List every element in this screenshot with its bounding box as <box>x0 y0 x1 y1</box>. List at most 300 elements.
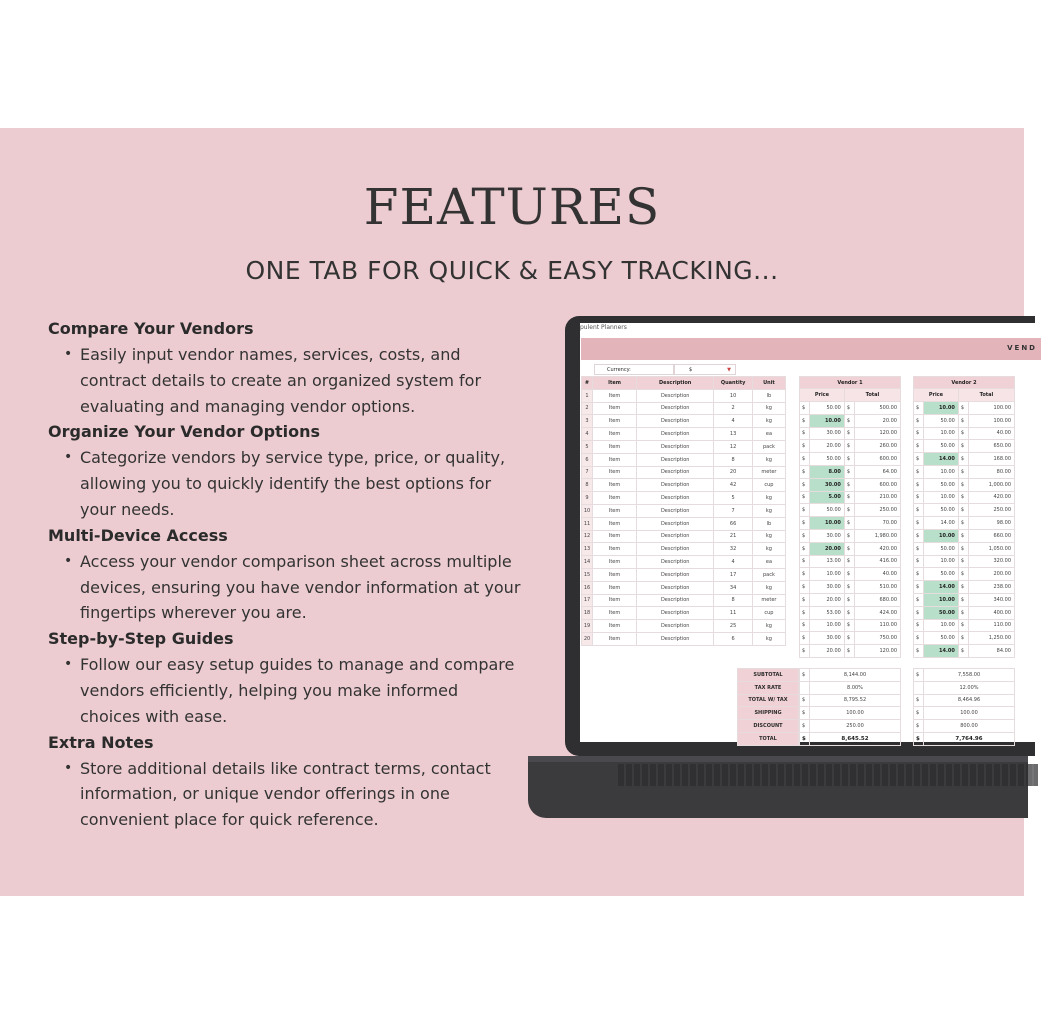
vendor-subheader-row <box>800 389 901 402</box>
sheet-brand: pulent Planners <box>580 324 627 331</box>
table-cell[interactable]: 4 <box>714 556 753 569</box>
table-cell[interactable]: Item <box>593 389 637 402</box>
keyboard <box>618 764 1038 786</box>
currency-symbol: $ <box>914 453 924 466</box>
total-cell[interactable]: 600.00 <box>854 453 900 466</box>
table-cell[interactable]: 42 <box>714 479 753 492</box>
table-cell[interactable]: Description <box>637 568 714 581</box>
table-row <box>914 427 1015 440</box>
table-row <box>582 607 786 620</box>
total-cell[interactable]: 424.00 <box>854 606 900 619</box>
feature-text-line: Store additional details like contract terms, contact <box>80 758 491 778</box>
total-header: Total <box>844 389 900 402</box>
table-cell[interactable]: 2 <box>714 402 753 415</box>
table-cell[interactable]: 11 <box>714 607 753 620</box>
summary-value[interactable]: 8,795.52 <box>810 694 901 707</box>
vendor-header-row <box>914 377 1015 389</box>
table-cell[interactable]: Description <box>637 466 714 479</box>
column-header: Item <box>593 377 637 390</box>
price-cell[interactable]: 14.00 <box>924 645 959 658</box>
total-cell[interactable]: 250.00 <box>968 504 1014 517</box>
currency-symbol: $ <box>844 517 854 530</box>
currency-symbol: $ <box>914 478 924 491</box>
summary-row <box>914 732 1015 745</box>
price-cell[interactable]: 10.00 <box>924 465 959 478</box>
total-cell[interactable]: 70.00 <box>854 517 900 530</box>
table-cell[interactable]: Item <box>593 620 637 633</box>
currency-symbol: $ <box>844 427 854 440</box>
table-row <box>914 593 1015 606</box>
currency-symbol: $ <box>914 427 924 440</box>
total-cell[interactable]: 110.00 <box>854 619 900 632</box>
table-cell[interactable]: 9 <box>582 492 593 505</box>
bullet-icon: • <box>64 759 73 776</box>
table-cell[interactable]: Item <box>593 415 637 428</box>
table-cell[interactable]: 6 <box>582 453 593 466</box>
table-cell[interactable]: Item <box>593 530 637 543</box>
currency-symbol: $ <box>844 465 854 478</box>
price-cell[interactable]: 14.00 <box>924 517 959 530</box>
table-row <box>914 517 1015 530</box>
table-cell[interactable]: 17 <box>714 568 753 581</box>
table-cell[interactable]: 21 <box>714 530 753 543</box>
vendor-summary-table <box>799 668 901 746</box>
table-cell[interactable]: 16 <box>582 581 593 594</box>
table-cell[interactable]: 11 <box>582 517 593 530</box>
table-row <box>914 645 1015 658</box>
summary-row <box>914 669 1015 682</box>
vendor-header-row <box>800 377 901 389</box>
table-cell[interactable]: Item <box>593 632 637 645</box>
total-cell[interactable]: 200.00 <box>968 568 1014 581</box>
table-cell[interactable]: Item <box>593 543 637 556</box>
table-cell[interactable]: ea <box>752 428 785 441</box>
feature-text-line: Access your vendor comparison sheet across multiple <box>80 551 512 571</box>
total-cell[interactable]: 40.00 <box>854 568 900 581</box>
summary-labels <box>737 668 799 746</box>
price-cell[interactable]: 14.00 <box>924 581 959 594</box>
summary-value[interactable]: 7,558.00 <box>924 669 1015 682</box>
summary-value[interactable]: 8,645.52 <box>810 732 901 745</box>
table-cell[interactable]: Item <box>593 479 637 492</box>
summary-label: TOTAL W/ TAX <box>738 694 799 707</box>
total-cell[interactable]: 120.00 <box>854 427 900 440</box>
currency-symbol: $ <box>958 427 968 440</box>
column-header: Description <box>637 377 714 390</box>
currency-symbol: $ <box>800 504 810 517</box>
total-cell[interactable]: 20.00 <box>854 414 900 427</box>
table-cell[interactable]: 15 <box>582 568 593 581</box>
table-row <box>800 606 901 619</box>
currency-symbol <box>800 681 810 694</box>
total-cell[interactable]: 238.00 <box>968 581 1014 594</box>
summary-value[interactable]: 800.00 <box>924 720 1015 733</box>
table-cell[interactable]: 34 <box>714 581 753 594</box>
currency-symbol: $ <box>800 732 810 745</box>
table-cell[interactable]: Description <box>637 517 714 530</box>
page-subtitle: ONE TAB FOR QUICK & EASY TRACKING... <box>245 256 779 285</box>
table-cell[interactable]: Item <box>593 556 637 569</box>
table-cell[interactable]: Item <box>593 453 637 466</box>
currency-symbol: $ <box>844 402 854 415</box>
total-cell[interactable]: 84.00 <box>968 645 1014 658</box>
price-cell[interactable]: 20.00 <box>810 542 845 555</box>
total-cell[interactable]: 64.00 <box>854 465 900 478</box>
total-cell[interactable]: 420.00 <box>854 542 900 555</box>
currency-symbol: $ <box>914 491 924 504</box>
price-cell[interactable]: 50.00 <box>810 402 845 415</box>
currency-symbol: $ <box>958 465 968 478</box>
currency-symbol: $ <box>958 414 968 427</box>
total-cell[interactable]: 40.00 <box>968 427 1014 440</box>
table-row <box>582 581 786 594</box>
currency-symbol: $ <box>958 568 968 581</box>
currency-symbol: $ <box>800 465 810 478</box>
currency-symbol: $ <box>914 568 924 581</box>
currency-symbol: $ <box>914 707 924 720</box>
table-row <box>800 593 901 606</box>
currency-symbol: $ <box>844 453 854 466</box>
currency-symbol: $ <box>914 414 924 427</box>
total-cell[interactable]: 1,980.00 <box>854 529 900 542</box>
summary-value[interactable]: 8.00% <box>810 681 901 694</box>
total-cell[interactable]: 1,050.00 <box>968 542 1014 555</box>
total-cell[interactable]: 340.00 <box>968 593 1014 606</box>
currency-symbol: $ <box>958 632 968 645</box>
table-cell[interactable]: Description <box>637 632 714 645</box>
price-cell[interactable]: 50.00 <box>924 440 959 453</box>
price-cell[interactable]: 20.00 <box>810 645 845 658</box>
table-cell[interactable]: Item <box>593 428 637 441</box>
total-cell[interactable]: 420.00 <box>968 491 1014 504</box>
table-cell[interactable]: Item <box>593 466 637 479</box>
price-cell[interactable]: 13.00 <box>810 555 845 568</box>
table-row <box>582 453 786 466</box>
total-cell[interactable]: 168.00 <box>968 453 1014 466</box>
table-cell[interactable]: Description <box>637 543 714 556</box>
total-cell[interactable]: 400.00 <box>968 606 1014 619</box>
table-cell[interactable]: kg <box>752 543 785 556</box>
total-cell[interactable]: 110.00 <box>968 619 1014 632</box>
table-cell[interactable]: 13 <box>582 543 593 556</box>
total-cell[interactable]: 260.00 <box>854 440 900 453</box>
table-cell[interactable]: 8 <box>582 479 593 492</box>
table-cell[interactable]: Description <box>637 428 714 441</box>
currency-symbol: $ <box>800 491 810 504</box>
total-cell[interactable]: 210.00 <box>854 491 900 504</box>
currency-symbol: $ <box>914 542 924 555</box>
currency-symbol: $ <box>844 645 854 658</box>
total-cell[interactable]: 1,250.00 <box>968 632 1014 645</box>
table-cell[interactable]: Description <box>637 492 714 505</box>
table-row <box>800 427 901 440</box>
summary-label-row <box>738 669 799 682</box>
table-cell[interactable]: 7 <box>582 466 593 479</box>
table-cell[interactable]: 19 <box>582 620 593 633</box>
price-cell[interactable]: 8.00 <box>810 465 845 478</box>
price-cell[interactable]: 10.00 <box>924 491 959 504</box>
table-cell[interactable]: ea <box>752 556 785 569</box>
currency-symbol: $ <box>958 440 968 453</box>
price-cell[interactable]: 50.00 <box>924 414 959 427</box>
currency-select[interactable] <box>674 364 736 375</box>
table-cell[interactable]: 8 <box>714 453 753 466</box>
summary-value[interactable]: 12.00% <box>924 681 1015 694</box>
currency-symbol: $ <box>914 581 924 594</box>
table-cell[interactable]: Description <box>637 607 714 620</box>
table-cell[interactable]: 10 <box>714 389 753 402</box>
table-cell[interactable]: kg <box>752 453 785 466</box>
table-row <box>800 619 901 632</box>
total-cell[interactable]: 500.00 <box>854 402 900 415</box>
table-cell[interactable]: Description <box>637 620 714 633</box>
total-cell[interactable]: 320.00 <box>968 555 1014 568</box>
total-cell[interactable]: 120.00 <box>854 645 900 658</box>
table-row <box>800 504 901 517</box>
feature-bullet-item <box>48 756 528 833</box>
currency-symbol: $ <box>800 440 810 453</box>
currency-symbol: $ <box>844 440 854 453</box>
table-cell[interactable]: Description <box>637 594 714 607</box>
price-cell[interactable]: 20.00 <box>810 593 845 606</box>
table-cell[interactable]: 20 <box>582 632 593 645</box>
table-cell[interactable]: Item <box>593 440 637 453</box>
table-cell[interactable]: 8 <box>714 594 753 607</box>
table-cell[interactable]: 7 <box>714 504 753 517</box>
table-row <box>800 491 901 504</box>
table-cell[interactable]: Item <box>593 504 637 517</box>
table-cell[interactable]: 10 <box>582 504 593 517</box>
table-cell[interactable]: kg <box>752 492 785 505</box>
table-cell[interactable]: Description <box>637 504 714 517</box>
table-row <box>914 478 1015 491</box>
table-row <box>914 632 1015 645</box>
summary-value[interactable]: 100.00 <box>810 707 901 720</box>
currency-symbol: $ <box>800 414 810 427</box>
price-cell[interactable]: 30.00 <box>810 529 845 542</box>
price-cell[interactable]: 10.00 <box>924 593 959 606</box>
table-cell[interactable]: pack <box>752 568 785 581</box>
table-cell[interactable]: kg <box>752 530 785 543</box>
price-cell[interactable]: 20.00 <box>810 440 845 453</box>
column-header: # <box>582 377 593 390</box>
feature-text-line: Easily input vendor names, services, costs, and <box>80 345 461 364</box>
currency-symbol: $ <box>844 593 854 606</box>
price-cell[interactable]: 50.00 <box>924 504 959 517</box>
table-cell[interactable]: 1 <box>582 389 593 402</box>
table-cell[interactable]: 5 <box>582 440 593 453</box>
table-cell[interactable]: meter <box>752 466 785 479</box>
price-cell[interactable]: 50.00 <box>924 542 959 555</box>
laptop-base <box>528 756 1028 818</box>
table-cell[interactable]: 13 <box>714 428 753 441</box>
table-cell[interactable]: 4 <box>582 428 593 441</box>
table-cell[interactable]: kg <box>752 415 785 428</box>
currency-symbol: $ <box>914 732 924 745</box>
table-cell[interactable]: 17 <box>582 594 593 607</box>
table-cell[interactable]: Description <box>637 453 714 466</box>
page-title: FEATURES <box>363 178 661 236</box>
total-cell[interactable]: 80.00 <box>968 465 1014 478</box>
summary-row <box>800 707 901 720</box>
table-cell[interactable]: kg <box>752 402 785 415</box>
table-cell[interactable]: 5 <box>714 492 753 505</box>
price-cell[interactable]: 10.00 <box>810 517 845 530</box>
table-cell[interactable]: 3 <box>582 415 593 428</box>
currency-symbol: $ <box>914 645 924 658</box>
total-cell[interactable]: 510.00 <box>854 581 900 594</box>
currency-symbol: $ <box>800 478 810 491</box>
price-cell[interactable]: 30.00 <box>810 581 845 594</box>
table-cell[interactable]: Description <box>637 402 714 415</box>
feature-text-line: convenient place for quick reference. <box>80 810 379 830</box>
total-cell[interactable]: 98.00 <box>968 517 1014 530</box>
table-cell[interactable]: kg <box>752 632 785 645</box>
price-cell[interactable]: 50.00 <box>810 453 845 466</box>
currency-symbol: $ <box>800 427 810 440</box>
currency-symbol: $ <box>958 606 968 619</box>
table-cell[interactable]: cup <box>752 479 785 492</box>
table-cell[interactable]: kg <box>752 504 785 517</box>
total-cell[interactable]: 600.00 <box>854 478 900 491</box>
currency-symbol: $ <box>914 517 924 530</box>
price-cell[interactable]: 10.00 <box>924 427 959 440</box>
total-cell[interactable]: 100.00 <box>968 414 1014 427</box>
table-cell[interactable]: Item <box>593 492 637 505</box>
total-cell[interactable]: 750.00 <box>854 632 900 645</box>
table-cell[interactable]: Item <box>593 581 637 594</box>
feature-bullet-item <box>48 549 528 626</box>
table-cell[interactable]: meter <box>752 594 785 607</box>
table-cell[interactable]: 66 <box>714 517 753 530</box>
total-cell[interactable]: 416.00 <box>854 555 900 568</box>
total-cell[interactable]: 1,000.00 <box>968 478 1014 491</box>
summary-row <box>800 681 901 694</box>
summary-value[interactable]: 250.00 <box>810 720 901 733</box>
total-cell[interactable]: 100.00 <box>968 402 1014 415</box>
table-cell[interactable]: pack <box>752 440 785 453</box>
price-cell[interactable]: 50.00 <box>924 568 959 581</box>
currency-symbol: $ <box>958 645 968 658</box>
table-cell[interactable]: Description <box>637 556 714 569</box>
table-row <box>800 568 901 581</box>
price-cell[interactable]: 50.00 <box>924 632 959 645</box>
table-row <box>914 568 1015 581</box>
table-cell[interactable]: 25 <box>714 620 753 633</box>
table-cell[interactable]: 4 <box>714 415 753 428</box>
summary-value[interactable]: 8,144.00 <box>810 669 901 682</box>
summary-value[interactable]: 8,464.96 <box>924 694 1015 707</box>
table-cell[interactable]: Item <box>593 607 637 620</box>
currency-symbol: $ <box>800 517 810 530</box>
total-cell[interactable]: 250.00 <box>854 504 900 517</box>
feature-bullet-item <box>48 342 528 419</box>
price-cell[interactable]: 50.00 <box>924 606 959 619</box>
currency-symbol: $ <box>844 414 854 427</box>
price-cell[interactable]: 30.00 <box>810 632 845 645</box>
table-cell[interactable]: lb <box>752 517 785 530</box>
price-cell[interactable]: 10.00 <box>810 414 845 427</box>
summary-row <box>914 720 1015 733</box>
price-cell[interactable]: 50.00 <box>810 504 845 517</box>
table-cell[interactable]: Description <box>637 530 714 543</box>
price-cell[interactable]: 10.00 <box>924 529 959 542</box>
table-cell[interactable]: Item <box>593 594 637 607</box>
table-cell[interactable]: lb <box>752 389 785 402</box>
table-cell[interactable]: 14 <box>582 556 593 569</box>
price-cell[interactable]: 53.00 <box>810 606 845 619</box>
table-row <box>800 581 901 594</box>
table-cell[interactable]: 18 <box>582 607 593 620</box>
price-cell[interactable]: 30.00 <box>810 478 845 491</box>
table-cell[interactable]: Description <box>637 415 714 428</box>
currency-symbol: $ <box>914 632 924 645</box>
total-cell[interactable]: 660.00 <box>968 529 1014 542</box>
table-row <box>914 453 1015 466</box>
currency-symbol: $ <box>800 694 810 707</box>
currency-symbol: $ <box>958 402 968 415</box>
table-cell[interactable]: cup <box>752 607 785 620</box>
table-cell[interactable]: 12 <box>714 440 753 453</box>
price-cell[interactable]: 10.00 <box>810 568 845 581</box>
table-cell[interactable]: 32 <box>714 543 753 556</box>
table-cell[interactable]: 20 <box>714 466 753 479</box>
summary-label: DISCOUNT <box>738 720 799 733</box>
bullet-icon: • <box>64 552 73 569</box>
table-cell[interactable]: kg <box>752 620 785 633</box>
table-cell[interactable]: Description <box>637 440 714 453</box>
vendor-name: Vendor 1 <box>800 377 901 389</box>
table-cell[interactable]: 6 <box>714 632 753 645</box>
summary-value[interactable]: 7,764.96 <box>924 732 1015 745</box>
table-row <box>800 542 901 555</box>
table-cell[interactable]: Description <box>637 581 714 594</box>
currency-symbol: $ <box>914 529 924 542</box>
table-cell[interactable]: 2 <box>582 402 593 415</box>
table-row <box>582 466 786 479</box>
price-cell[interactable]: 14.00 <box>924 453 959 466</box>
price-cell[interactable]: 10.00 <box>924 555 959 568</box>
currency-symbol: $ <box>914 504 924 517</box>
table-cell[interactable]: Item <box>593 517 637 530</box>
table-cell[interactable]: 12 <box>582 530 593 543</box>
table-row <box>800 632 901 645</box>
vendor-name: Vendor 2 <box>914 377 1015 389</box>
table-cell[interactable]: Description <box>637 389 714 402</box>
total-cell[interactable]: 680.00 <box>854 593 900 606</box>
table-row <box>582 594 786 607</box>
currency-symbol: $ <box>844 581 854 594</box>
currency-symbol: $ <box>958 581 968 594</box>
total-cell[interactable]: 650.00 <box>968 440 1014 453</box>
table-cell[interactable]: Item <box>593 568 637 581</box>
currency-symbol: $ <box>800 645 810 658</box>
price-cell[interactable]: 10.00 <box>924 402 959 415</box>
price-cell[interactable]: 10.00 <box>924 619 959 632</box>
price-cell[interactable]: 50.00 <box>924 478 959 491</box>
table-row <box>914 504 1015 517</box>
price-cell[interactable]: 30.00 <box>810 427 845 440</box>
summary-value[interactable]: 100.00 <box>924 707 1015 720</box>
table-cell[interactable]: kg <box>752 581 785 594</box>
table-cell[interactable]: Description <box>637 479 714 492</box>
price-cell[interactable]: 10.00 <box>810 619 845 632</box>
table-cell[interactable]: Item <box>593 402 637 415</box>
table-row <box>800 555 901 568</box>
price-cell[interactable]: 5.00 <box>810 491 845 504</box>
currency-symbol: $ <box>958 529 968 542</box>
currency-symbol: $ <box>800 555 810 568</box>
